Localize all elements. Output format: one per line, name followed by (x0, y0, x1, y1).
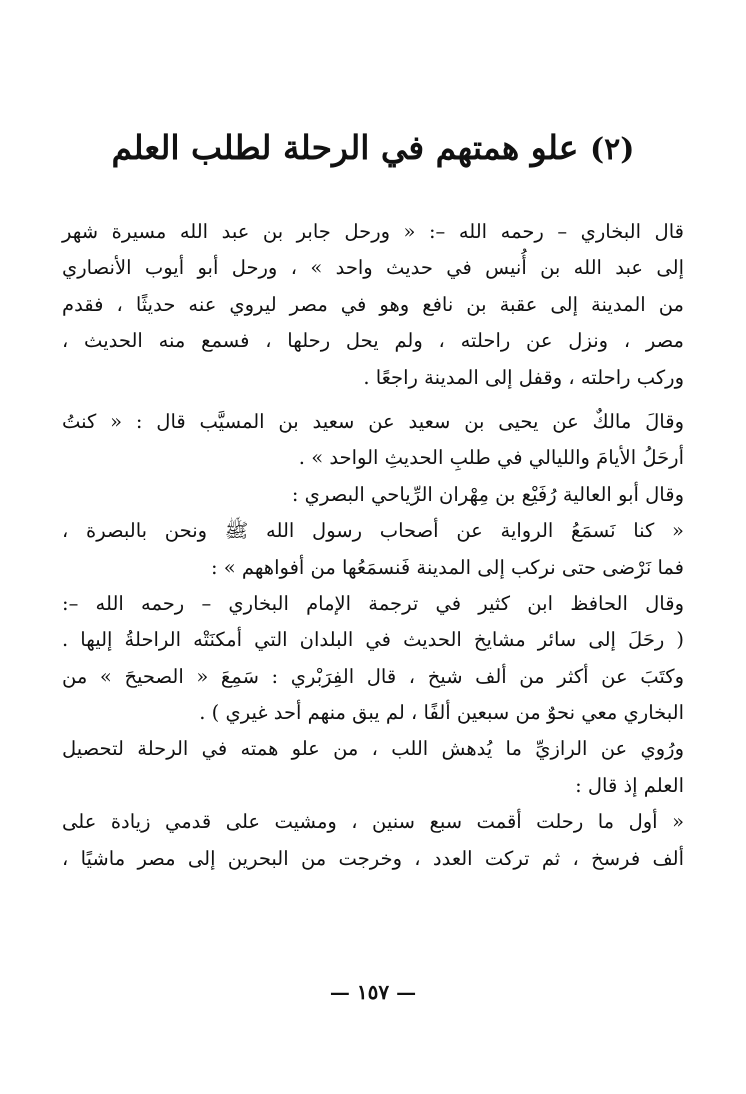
text-line: وقال أبو العالية رُفَيْع بن مِهْران الرِّياحي البصري : (291, 482, 684, 506)
text-line: ( رحَلَ إلى سائر مشايخ الحديث في البلدان التي أمكنَتْه الراحلةُ إليها . (62, 628, 684, 652)
text-line: أرحَلُ الأيامَ والليالي في طلبِ الحديثِ الواحد » . (298, 446, 684, 470)
chapter-heading (0, 118, 746, 180)
text-line: ألف فرسخ ، ثم تركت العدد ، وخرجت من البحرين إلى مصر ماشيًا ، (62, 846, 684, 870)
paragraph-gap (62, 396, 684, 404)
text-line: مصر ، ونزل عن راحلته ، ولم يحل رحلها ، فسمع منه الحديث ، (62, 329, 684, 353)
heading-title: علو همتهم في الرحلة لطلب العلم (111, 128, 579, 167)
text-line: قال البخاري – رحمه الله –: « ورحل جابر بن عبد الله مسيرة شهر (62, 220, 684, 243)
text-line: وكتَبَ عن أكثر من ألف شيخ ، قال الفِرَبْري : سَمِعَ « الصحيحَ » من (62, 664, 684, 688)
text-line: العلم إذ قال : (575, 773, 684, 797)
text-line: وركب راحلته ، وقفل إلى المدينة راجعًا . (363, 365, 684, 389)
text-line: فما نَرْضى حتى نركب إلى المدينة فَنسمَعُها من أفواههم » : (210, 555, 684, 579)
text-line: البخاري معي نحوٌ من سبعين ألفًا ، لم يبق منهم أحد غيري ) . (199, 701, 684, 725)
text-line: من المدينة إلى عقبة بن نافع وهو في مصر ليروي عنه حديثًا ، فقدم (62, 292, 684, 316)
heading-number: (٢) (589, 132, 635, 167)
text-line: « كنا نَسمَعُ الرواية عن أصحاب رسول الله ﷺ ونحن بالبصرة ، (62, 519, 684, 543)
body-text (62, 214, 684, 877)
text-line: وقالَ مالكٌ عن يحيى بن سعيد عن سعيد بن المسيَّب قال : « كنتُ (62, 409, 684, 433)
text-line: وقال الحافظ ابن كثير في ترجمة الإمام البخاري – رحمه الله –: (62, 591, 684, 615)
text-line: إلى عبد الله بن أُنيس في حديث واحد » ، ورحل أبو أيوب الأنصاري (62, 256, 684, 280)
text-line: ورُوي عن الرازيِّ ما يُدهش اللب ، من علو همته في الرحلة لتحصيل (62, 737, 684, 761)
text-line: « أول ما رحلت أقمت سبع سنين ، ومشيت على قدمي زيادة على (62, 810, 684, 834)
page-number: — ١٥٧ — (329, 980, 417, 1004)
